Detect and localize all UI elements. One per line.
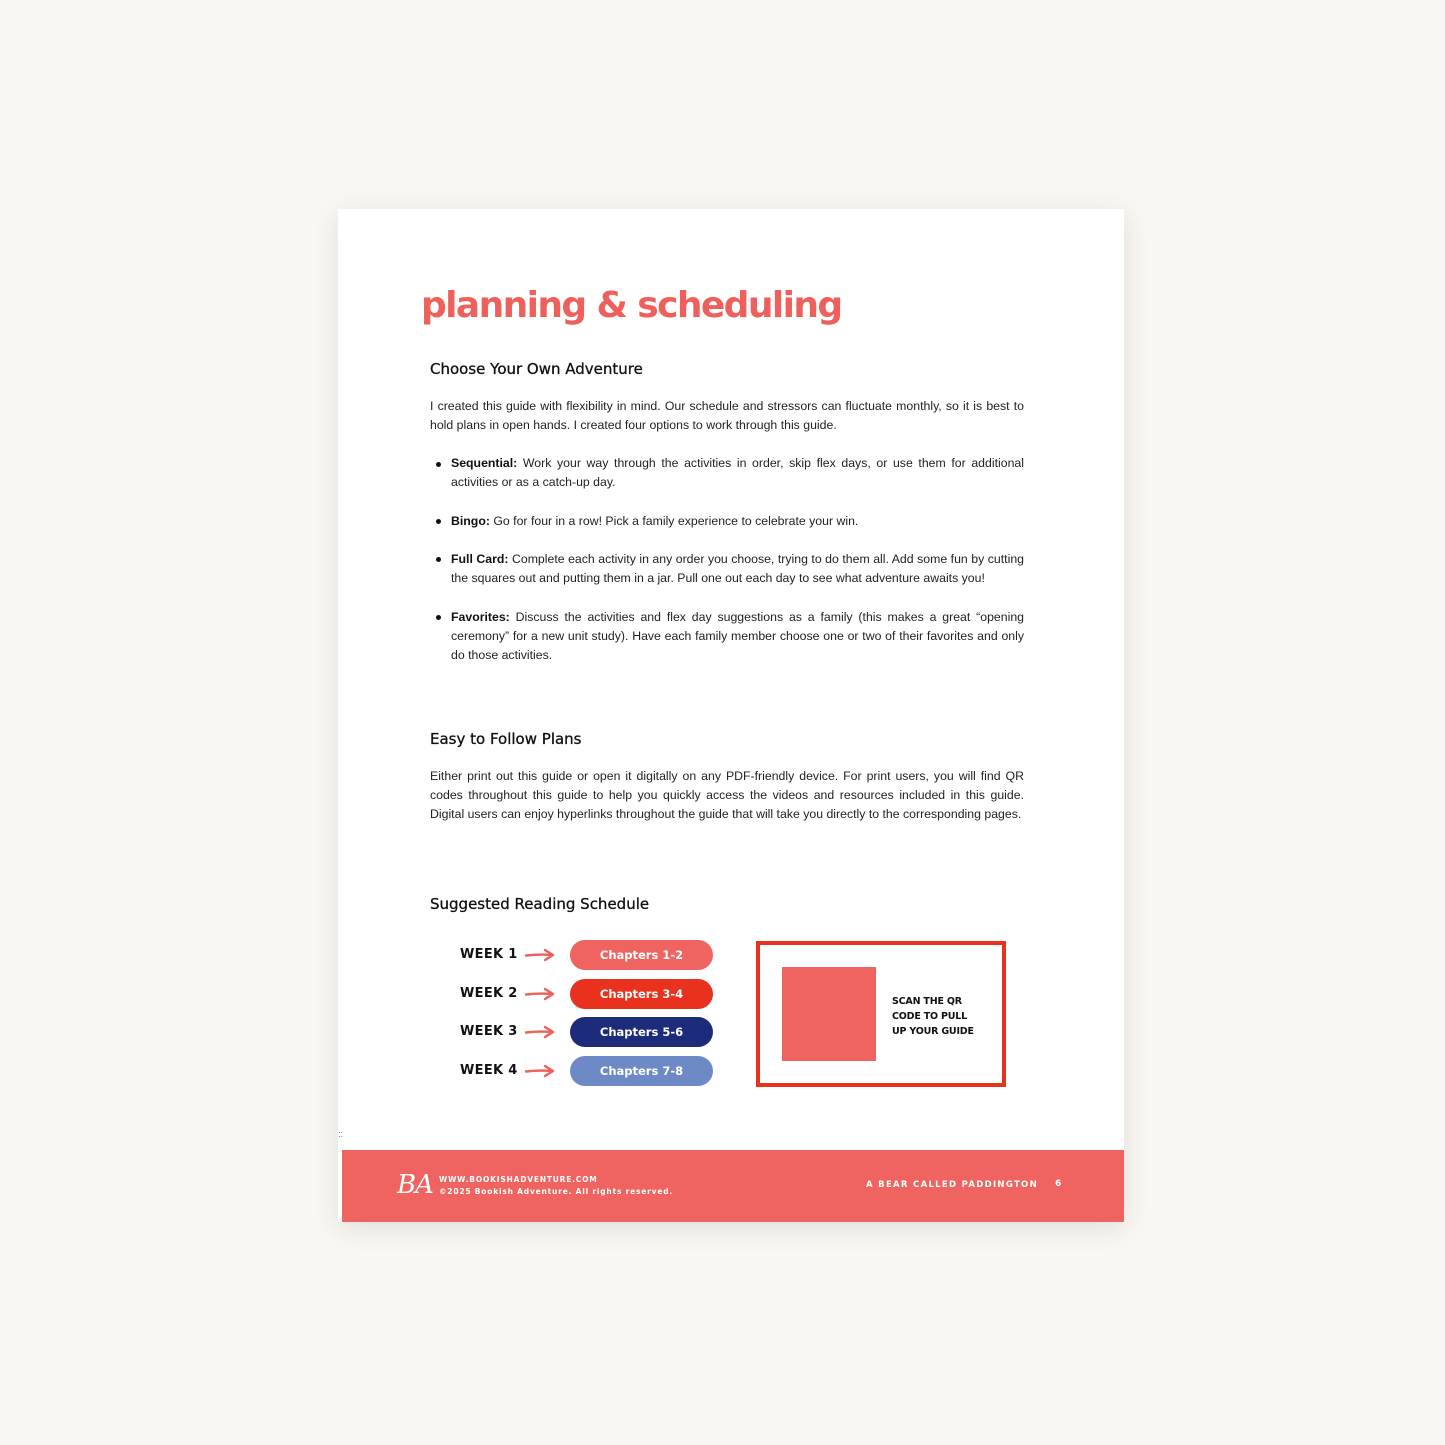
week-label: WEEK 1 [460, 947, 518, 962]
chapters-pill: Chapters 3-4 [570, 979, 713, 1009]
document-page [338, 209, 1124, 1222]
bullet-label: Sequential: [451, 456, 518, 470]
arrow-right-icon [525, 987, 555, 1001]
intro-paragraph: I created this guide with flexibility in mind. Our schedule and stressors can fluctuate monthly, so it is best to hold plans in open hands. I created four options to work through this guide. [430, 399, 1024, 433]
options-list [430, 454, 1024, 684]
list-item [430, 608, 1024, 666]
footer-copyright: ©2025 Bookish Adventure. All rights reserved. [439, 1187, 674, 1196]
section-heading-reading-schedule: Suggested Reading Schedule [430, 895, 650, 913]
chapters-pill: Chapters 7-8 [570, 1056, 713, 1086]
bullet-text: Discuss the activities and flex day suggestions as a family (this makes a great “opening ceremony” for a new unit study). Have each family member choose one or two of their favorites and only do those activities. [451, 609, 1024, 662]
page-footer [342, 1150, 1124, 1222]
footer-book-title: A BEAR CALLED PADDINGTON [866, 1180, 1038, 1190]
arrow-right-icon [525, 1064, 555, 1078]
bullet-text: Complete each activity in any order you choose, trying to do them all. Add some fun by cutting the squares out and putting them in a jar. Pull one out each day to see what adventure awaits you! [451, 551, 1024, 586]
week-label: WEEK 2 [460, 986, 518, 1001]
week-label: WEEK 4 [460, 1063, 518, 1078]
qr-callout [756, 941, 1006, 1087]
bullet-label: Bingo: [451, 513, 490, 528]
chapters-pill: Chapters 1-2 [570, 940, 713, 970]
list-item [430, 550, 1024, 588]
arrow-right-icon [525, 1025, 555, 1039]
arrow-right-icon [525, 948, 555, 962]
bullet-text: Go for four in a row! Pick a family experience to celebrate your win. [489, 513, 859, 528]
list-item [430, 454, 1024, 492]
qr-instruction: SCAN THE QR CODE TO PULL UP YOUR GUIDE [892, 996, 974, 1037]
section-heading-easy-plans: Easy to Follow Plans [430, 730, 582, 748]
section-heading-choose-adventure: Choose Your Own Adventure [430, 360, 643, 378]
brand-logo: BA [397, 1170, 433, 1200]
week-label: WEEK 3 [460, 1024, 518, 1039]
schedule-row [460, 940, 720, 970]
chapters-pill: Chapters 5-6 [570, 1017, 713, 1047]
bullet-label: Full Card: [451, 551, 509, 566]
footer-website-link[interactable]: WWW.BOOKISHADVENTURE.COM [439, 1175, 598, 1184]
bullet-text: Work your way through the activities in order, skip flex days, or use them for additional activities or as a catch-up day. [451, 456, 1024, 490]
page-mark: :: [338, 1129, 344, 1139]
page-number: 6 [1055, 1179, 1062, 1189]
page-title: planning & scheduling [421, 285, 842, 326]
schedule-row [460, 1017, 720, 1047]
schedule-row [460, 979, 720, 1009]
list-item [430, 512, 1024, 531]
bullet-label: Favorites: [451, 609, 510, 624]
qr-code[interactable] [782, 967, 876, 1061]
schedule-row [460, 1056, 720, 1086]
plans-paragraph: Either print out this guide or open it digitally on any PDF-friendly device. For print users, you will find QR codes throughout this guide to help you quickly access the videos and resources included in this guide. Digital users can enjoy hyperlinks throughout the guide that will take you directly to the corresponding pages. [430, 769, 1024, 822]
